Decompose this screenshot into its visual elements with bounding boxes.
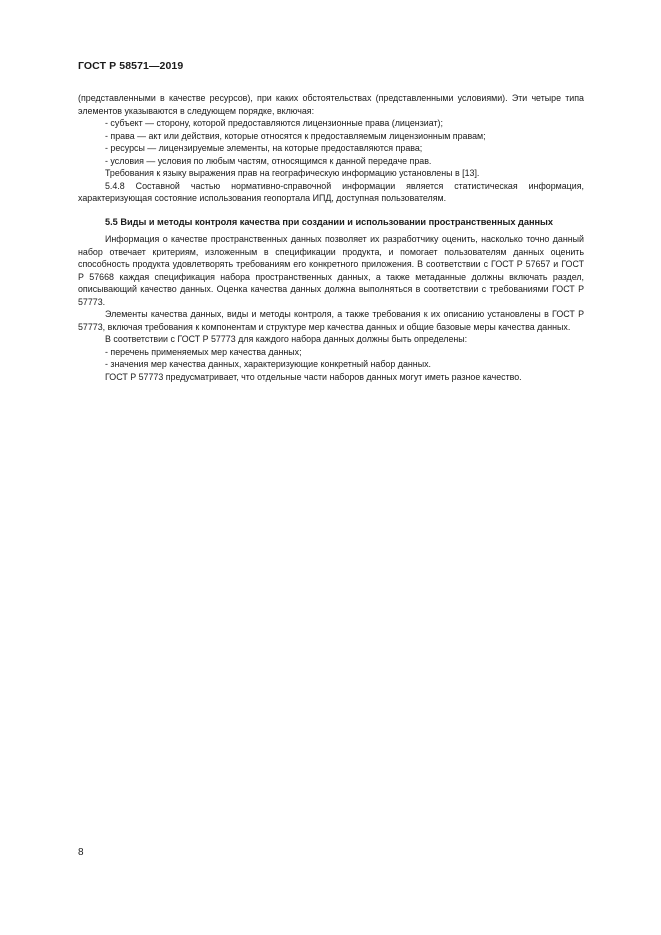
document-body [78,92,584,383]
list-item: - значения мер качества данных, характеризующие конкретный набор данных. [105,359,431,369]
document-header: ГОСТ Р 58571—2019 [78,60,184,72]
list-item: - условия — условия по любым частям, относящимся к данной передаче прав. [105,155,432,166]
list-item: - перечень применяемых мер качества данных; [105,346,302,357]
paragraph-continuation: (представленными в качестве ресурсов), при каких обстоятельствах (представленными условиями). Эти четыре типа элементов указываются в следующем порядке, включая: [78,93,584,116]
paragraph-requirements: Требования к языку выражения прав на географическую информацию установлены в [13]. [105,168,480,178]
paragraph-accordance: В соответствии с ГОСТ Р 57773 для каждого набора данных должны быть определены: [105,334,468,344]
list-item: - права — акт или действия, которые относятся к предоставляемым лицензионным правам; [105,130,486,141]
list-item: - субъект — сторону, которой предоставляются лицензионные права (лицензиат); [105,118,443,128]
list-item: - ресурсы — лицензируемые элементы, на которые предоставляются права; [105,143,423,153]
paragraph-5-4-8: 5.4.8 Составной частью нормативно-справочной информации является статистическая информация, характеризующая состояние использования геопортала ИПД, доступная пользователям. [78,180,584,203]
section-heading: 5.5 Виды и методы контроля качества при создании и использовании пространственных данных [105,216,554,227]
paragraph-quality-info: Информация о качестве пространственных данных позволяет их разработчику оценить, насколько точно данный набор отвечает критериям, изложенным в спецификации продукта, и помогает пользователям данных оценить способность продукта удовлетворять требованиям его конкретного приложения. В соответствии с ГОСТ Р 57657 и ГОСТ Р 57668 каждая спецификация набора пространственных данных, а также метаданные должны включать раздел, описывающий качество данных. Оценка качества данных должна выполняться в соответствии с требованиями ГОСТ Р 57773. [78,234,584,307]
paragraph-final: ГОСТ Р 57773 предусматривает, что отдельные части наборов данных могут иметь разное качество. [105,371,522,382]
page-number: 8 [78,847,84,858]
paragraph-quality-elements: Элементы качества данных, виды и методы контроля, а также требования к их описанию установлены в ГОСТ Р 57773, включая требования к компонентам и структуре мер качества данных и общие базовые меры качества данных. [78,309,584,332]
